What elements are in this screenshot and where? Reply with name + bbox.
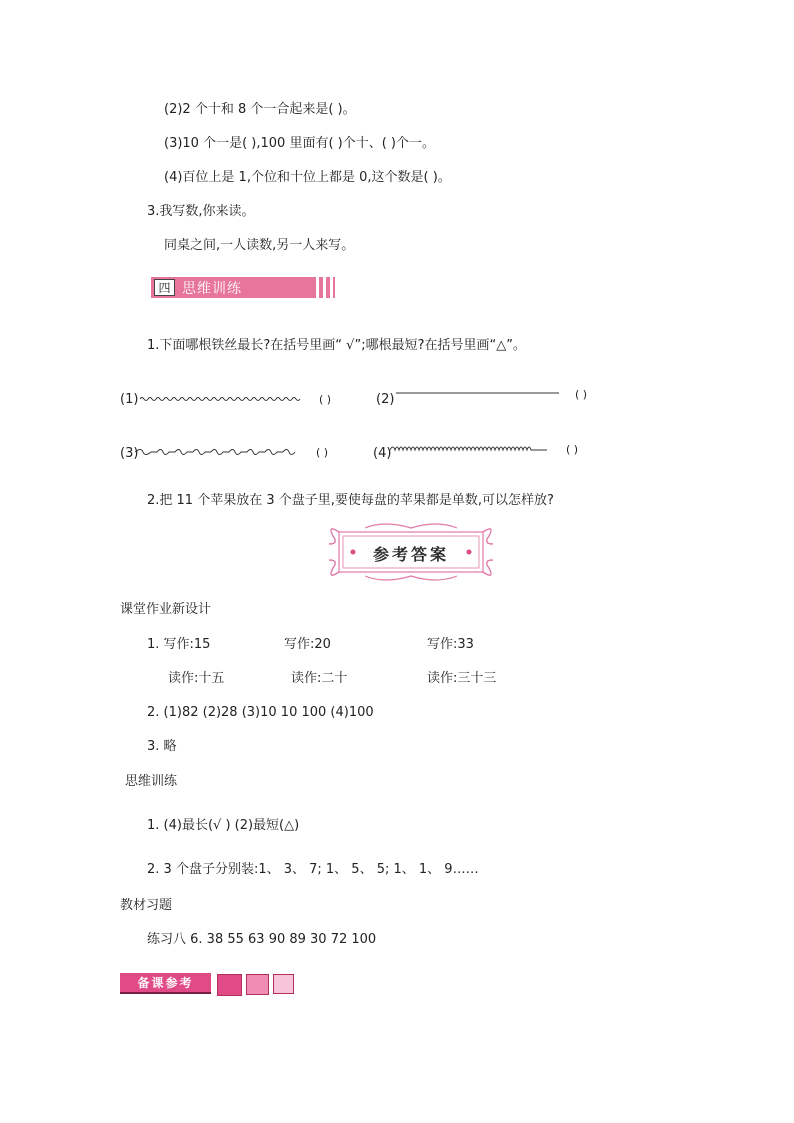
- answer-1-write-b: 写作:20: [284, 637, 331, 652]
- footer-square-2: [246, 974, 269, 995]
- section-title: 思维训练: [182, 280, 242, 297]
- footer-banner: [120, 973, 211, 994]
- question-3-instruction: 同桌之间,一人读数,另一人来写。: [164, 238, 355, 253]
- answer-textbook: 练习八 6. 38 55 63 90 89 30 72 100: [147, 932, 377, 947]
- question-3: 3.我写数,你来读。: [147, 204, 255, 219]
- footer-banner-label: 备课参考: [137, 976, 194, 990]
- thinking-question-1: 1.下面哪根铁丝最长?在括号里画“ √”;哪根最短?在括号里画“△”。: [147, 338, 526, 353]
- answer-1-read-c: 读作:三十三: [427, 671, 497, 686]
- answers-section-title-textbook: 教材习题: [120, 898, 173, 913]
- wire-4-coils: [390, 442, 548, 456]
- answer-2: 2. (1)82 (2)28 (3)10 10 100 (4)100: [147, 705, 374, 720]
- footer-square-3: [273, 974, 294, 994]
- answer-paren-3: ( ): [316, 446, 329, 459]
- wire-1-zigzag: [140, 393, 304, 405]
- wire-label-3: (3): [120, 446, 139, 461]
- wire-3-loops: [135, 445, 300, 459]
- answer-thinking-2: 2. 3 个盘子分别装:1、 3、 7; 1、 5、 5; 1、 1、 9……: [147, 862, 479, 877]
- answers-section-title-classwork: 课堂作业新设计: [120, 602, 212, 617]
- answer-1-write-a: 1. 写作:15: [147, 637, 211, 652]
- wire-2-straight: [396, 390, 560, 396]
- answer-1-read-a: 读作:十五: [168, 671, 225, 686]
- answer-key-title: 参考答案: [372, 545, 449, 564]
- question-2-2: (2)2 个十和 8 个一合起来是( )。: [164, 102, 356, 117]
- wire-label-2: (2): [376, 392, 395, 407]
- question-2-4: (4)百位上是 1,个位和十位上都是 0,这个数是( )。: [164, 170, 451, 185]
- wire-label-1: (1): [120, 392, 139, 407]
- section-banner-thinking: [151, 277, 335, 298]
- banner-stripes: [312, 277, 333, 298]
- answers-section-title-thinking: 思维训练: [125, 774, 178, 789]
- answer-paren-2: ( ): [575, 388, 588, 401]
- question-2-3: (3)10 个一是( ),100 里面有( )个十、( )个一。: [164, 136, 435, 151]
- answer-paren-4: ( ): [566, 443, 579, 456]
- answer-1-read-b: 读作:二十: [291, 671, 348, 686]
- wire-label-4: (4): [373, 446, 392, 461]
- answer-paren-1: ( ): [319, 393, 332, 406]
- answer-thinking-1: 1. (4)最长(√ ) (2)最短(△): [147, 818, 300, 833]
- thinking-question-2: 2.把 11 个苹果放在 3 个盘子里,要使每盘的苹果都是单数,可以怎样放?: [147, 493, 554, 508]
- answer-1-write-c: 写作:33: [427, 637, 474, 652]
- footer-square-1: [217, 974, 242, 996]
- answer-3: 3. 略: [147, 739, 177, 754]
- section-number: 四: [154, 279, 175, 296]
